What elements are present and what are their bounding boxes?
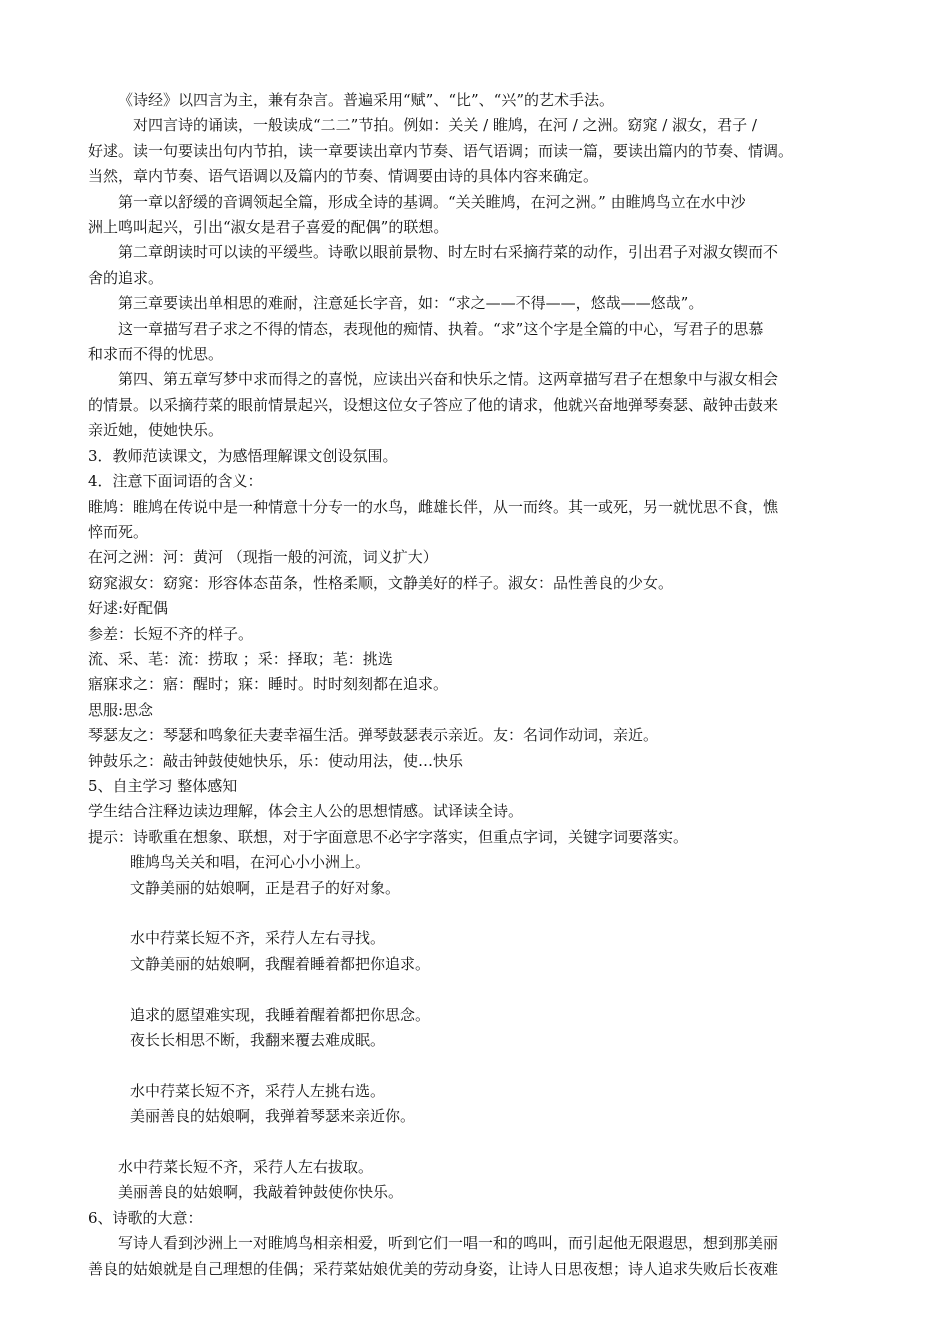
glossary-entry: 流、采、芼：流：捞取 ；采：择取；芼：挑选 (88, 649, 393, 668)
numbered-heading: 5、自主学习 整体感知 (88, 776, 238, 795)
glossary-entry: 钟鼓乐之：敲击钟鼓使她快乐，乐：使动用法，使…快乐 (88, 751, 464, 770)
paragraph-line: 这一章描写君子求之不得的情态，表现他的痴情、执着。“求”这个字是全篇的中心，写君子的思慕 (118, 319, 764, 338)
glossary-entry: 好逑:好配偶 (88, 599, 169, 618)
numbered-heading: 4．注意下面词语的含义： (88, 472, 263, 491)
translation-line: 文静美丽的姑娘啊，我醒着睡着都把你追求。 (130, 954, 431, 973)
numbered-heading: 6、诗歌的大意： (88, 1208, 203, 1227)
glossary-entry: 窈窕淑女：窈窕：形容体态苗条，性格柔顺，文静美好的样子。淑女：品性善良的少女。 (88, 573, 674, 592)
paragraph-line: 当然，章内节奏、语气语调以及篇内的节奏、情调要由诗的具体内容来确定。 (88, 167, 599, 186)
glossary-entry: 琴瑟友之：琴瑟和鸣象征夫妻幸福生活。弹琴鼓瑟表示亲近。友：名词作动词，亲近。 (88, 726, 659, 745)
translation-line: 水中荇菜长短不齐，采荇人左挑右选。 (130, 1081, 386, 1100)
paragraph-line: 亲近她，使她快乐。 (88, 421, 224, 440)
translation-line: 追求的愿望难实现，我睡着醒着都把你思念。 (130, 1005, 431, 1024)
document-body (88, 88, 870, 1282)
glossary-entry: 在河之洲：河：黄河 （现指一般的河流，词义扩大） (88, 548, 438, 567)
glossary-entry: 参差：长短不齐的样子。 (88, 624, 254, 643)
translation-line: 夜长长相思不断，我翻来覆去难成眠。 (130, 1031, 386, 1049)
stanza-gap (88, 1130, 870, 1155)
translation-line: 水中荇菜长短不齐，采荇人左右寻找。 (130, 929, 386, 948)
paragraph-line: 舍的追求。 (88, 268, 164, 287)
glossary-entry: 悴而死。 (88, 522, 149, 541)
translation-line: 美丽善良的姑娘啊，我弹着琴瑟来亲近你。 (130, 1107, 416, 1126)
paragraph-line: 《诗经》以四言为主，兼有杂言。普遍采用“赋”、“比”、“兴”的艺术手法。 (118, 91, 615, 109)
stanza-gap (88, 977, 870, 1002)
translation-line: 睢鸠鸟关关和唱，在河心小小洲上。 (130, 853, 371, 872)
translation-line: 文静美丽的姑娘啊，正是君子的好对象。 (130, 878, 401, 897)
numbered-heading: 3．教师范读课文，为感悟理解课文创设氛围。 (88, 446, 398, 465)
paragraph-line: 洲上鸣叫起兴，引出“淑女是君子喜爱的配偶”的联想。 (88, 218, 449, 237)
translation-line: 美丽善良的姑娘啊，我敲着钟鼓使你快乐。 (118, 1183, 404, 1202)
translation-line: 水中荇菜长短不齐，采荇人左右拔取。 (118, 1158, 374, 1176)
paragraph-line: 提示：诗歌重在想象、联想，对于字面意思不必字字落实，但重点字词，关键字词要落实。 (88, 827, 689, 846)
paragraph-line: 写诗人看到沙洲上一对睢鸠鸟相亲相爱，听到它们一唱一和的鸣叫，而引起他无限遐思，想到那美丽 (118, 1234, 779, 1253)
glossary-entry: 寤寐求之：寤：醒时；寐：睡时。时时刻刻都在追求。 (88, 675, 449, 694)
paragraph-line: 对四言诗的诵读，一般读成“二二”节拍。例如：关关 / 睢鸠，在河 / 之洲。窈窕 / 淑女，君子 / (133, 116, 757, 135)
stanza-gap (88, 901, 870, 926)
glossary-entry: 思服:思念 (88, 700, 154, 719)
paragraph-line: 的情景。以采摘荇菜的眼前情景起兴，设想这位女子答应了他的请求，他就兴奋地弹琴奏瑟、敲钟击鼓来 (88, 395, 779, 414)
paragraph-line: 好逑。读一句要读出句内节拍，读一章要读出章内节奏、语气语调；而读一篇，要读出篇内的节奏、情调。 (88, 141, 794, 160)
paragraph-line: 学生结合注释边读边理解，体会主人公的思想情感。试译读全诗。 (88, 802, 524, 821)
paragraph-line: 第二章朗读时可以读的平缓些。诗歌以眼前景物、时左时右采摘荇菜的动作，引出君子对淑女锲而不 (118, 243, 779, 262)
glossary-entry: 睢鸠：睢鸠在传说中是一种情意十分专一的水鸟，雌雄长伴，从一而终。其一或死，另一就忧思不食，憔 (88, 497, 779, 516)
paragraph-line: 第三章要读出单相思的难耐，注意延长字音，如：“求之——不得——，悠哉——悠哉”。 (118, 294, 704, 313)
paragraph-line: 第一章以舒缓的音调领起全篇，形成全诗的基调。“关关睢鸠，在河之洲。” 由睢鸠鸟立在水中沙 (118, 192, 746, 211)
paragraph-line: 善良的姑娘就是自己理想的佳偶；采荇菜姑娘优美的劳动身姿，让诗人日思夜想；诗人追求失败后长夜难 (88, 1259, 779, 1278)
paragraph-line: 和求而不得的忧思。 (88, 345, 224, 364)
paragraph-line: 第四、第五章写梦中求而得之的喜悦，应读出兴奋和快乐之情。这两章描写君子在想象中与淑女相会 (118, 370, 779, 389)
stanza-gap (88, 1053, 870, 1078)
